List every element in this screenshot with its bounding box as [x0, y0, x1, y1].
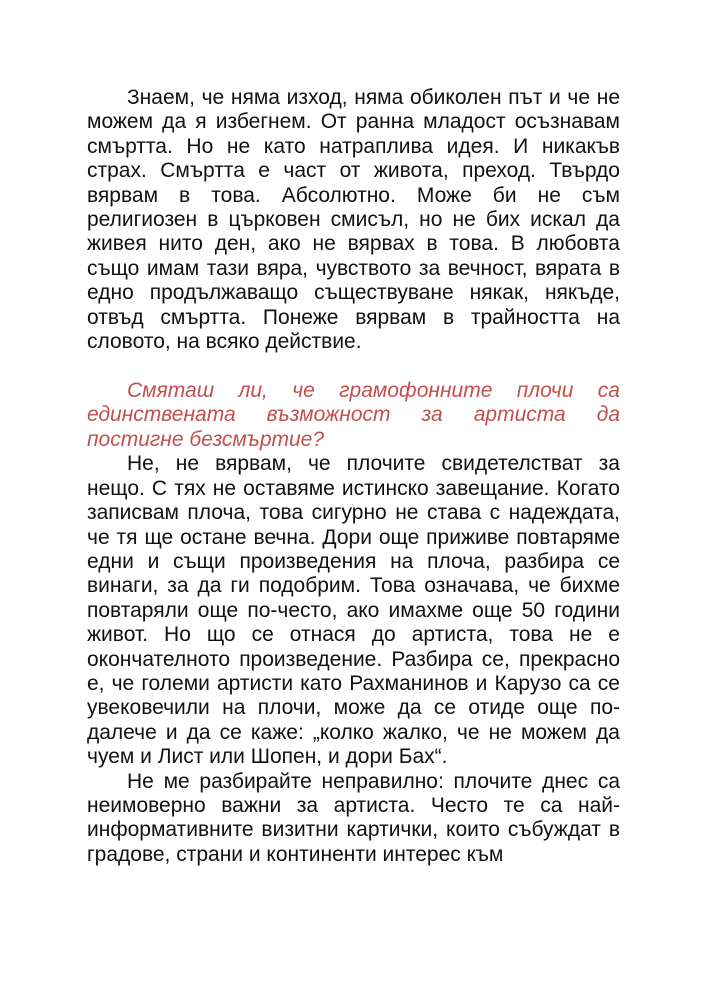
answer-paragraph-3: Не ме разбирайте неправилно: плочите днес са неимоверно важни за артиста. Често те са най-информативните визитни картички, които събуждат в градове, страни и континенти интерес към — [87, 769, 620, 866]
answer-paragraph-1: Знаем, че няма изход, няма обиколен път и че не можем да я избегнем. От ранна младост осъзнавам смъртта. Но не като натраплива идея. И никакъв страх. Смъртта е част от живота, преход. Твърдо вярвам в това. Абсолютно. Може би не съм религиозен в църковен смисъл, но не бих искал да живея нито ден, ако не вярвах в това. В любовта също имам тази вяра, чувството за вечност, вярата в едно продължаващо съществуване някак, някъде, отвъд смъртта. Понеже вярвам в трайността на словото, на всяко действие. — [87, 86, 620, 354]
document-page — [87, 86, 620, 867]
interview-question: Смяташ ли, че грамофонните плочи са единствената възможност за артиста да постигне безсмъртие? — [87, 379, 620, 451]
answer-paragraph-2: Не, не вярвам, че плочите свидетелстват за нещо. С тях не оставяме истинско завещание. Когато записвам плоча, това сигурно не става с надеждата, че тя ще остане вечна. Дори още приживе повтаряме едни и същи произведения на плоча, разбира се винаги, за да ги подобрим. Това означава, че бихме повтаряли още по-често, ако имахме още 50 години живот. Но що се отнася до артиста, това не е окончателното произведение. Разбира се, прекрасно е, че големи артисти като Рахманинов и Карузо са се увековечили на плочи, може да се отиде още по-далече и да се каже: „колко жалко, че не можем да чуем и Лист или Шопен, и дори Бах“. — [87, 452, 620, 769]
